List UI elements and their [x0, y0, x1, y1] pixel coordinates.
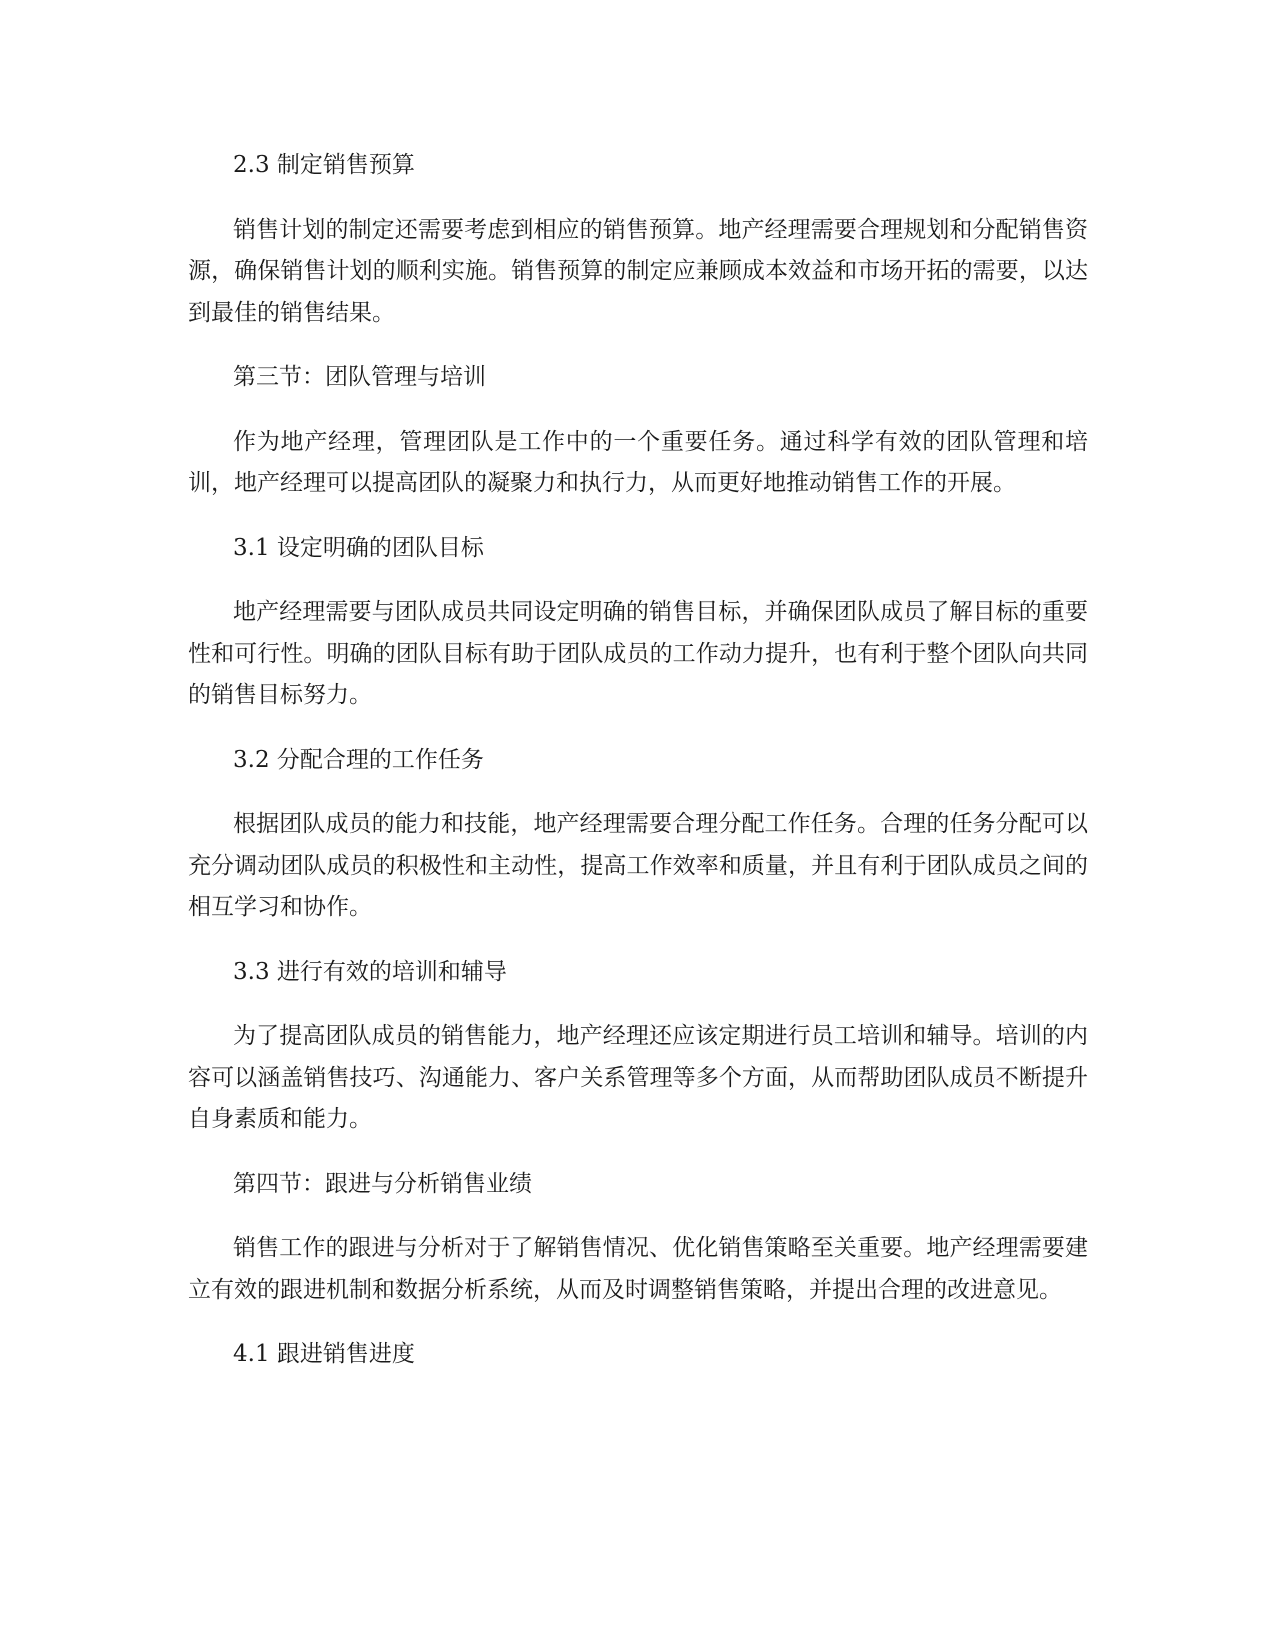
document-body — [188, 145, 1088, 1399]
paragraph-task-allocation: 根据团队成员的能力和技能，地产经理需要合理分配工作任务。合理的任务分配可以充分调动团队成员的积极性和主动性，提高工作效率和质量，并且有利于团队成员之间的相互学习和协作。 — [188, 811, 1088, 920]
section-heading-3-2: 3.2 分配合理的工作任务 — [233, 746, 484, 773]
paragraph-performance-analysis: 销售工作的跟进与分析对于了解销售情况、优化销售策略至关重要。地产经理需要建立有效的跟进机制和数据分析系统，从而及时调整销售策略，并提出合理的改进意见。 — [188, 1235, 1088, 1303]
section-heading-3-3: 3.3 进行有效的培训和辅导 — [233, 958, 507, 985]
paragraph-training: 为了提高团队成员的销售能力，地产经理还应该定期进行员工培训和辅导。培训的内容可以涵盖销售技巧、沟通能力、客户关系管理等多个方面，从而帮助团队成员不断提升自身素质和能力。 — [188, 1023, 1088, 1132]
section-heading-2-3: 2.3 制定销售预算 — [233, 152, 415, 178]
section-heading-3-1: 3.1 设定明确的团队目标 — [233, 534, 484, 561]
paragraph-sales-budget: 销售计划的制定还需要考虑到相应的销售预算。地产经理需要合理规划和分配销售资源，确保销售计划的顺利实施。销售预算的制定应兼顾成本效益和市场开拓的需要，以达到最佳的销售结果。 — [188, 216, 1088, 326]
section-heading-4-1: 4.1 跟进销售进度 — [233, 1341, 415, 1367]
paragraph-team-goals: 地产经理需要与团队成员共同设定明确的销售目标，并确保团队成员了解目标的重要性和可行性。明确的团队目标有助于团队成员的工作动力提升，也有利于整个团队向共同的销售目标努力。 — [188, 599, 1088, 708]
chapter-heading-3: 第三节：团队管理与培训 — [233, 364, 486, 390]
chapter-heading-4: 第四节：跟进与分析销售业绩 — [233, 1170, 532, 1197]
paragraph-team-management: 作为地产经理，管理团队是工作中的一个重要任务。通过科学有效的团队管理和培训，地产经理可以提高团队的凝聚力和执行力，从而更好地推动销售工作的开展。 — [188, 428, 1088, 496]
